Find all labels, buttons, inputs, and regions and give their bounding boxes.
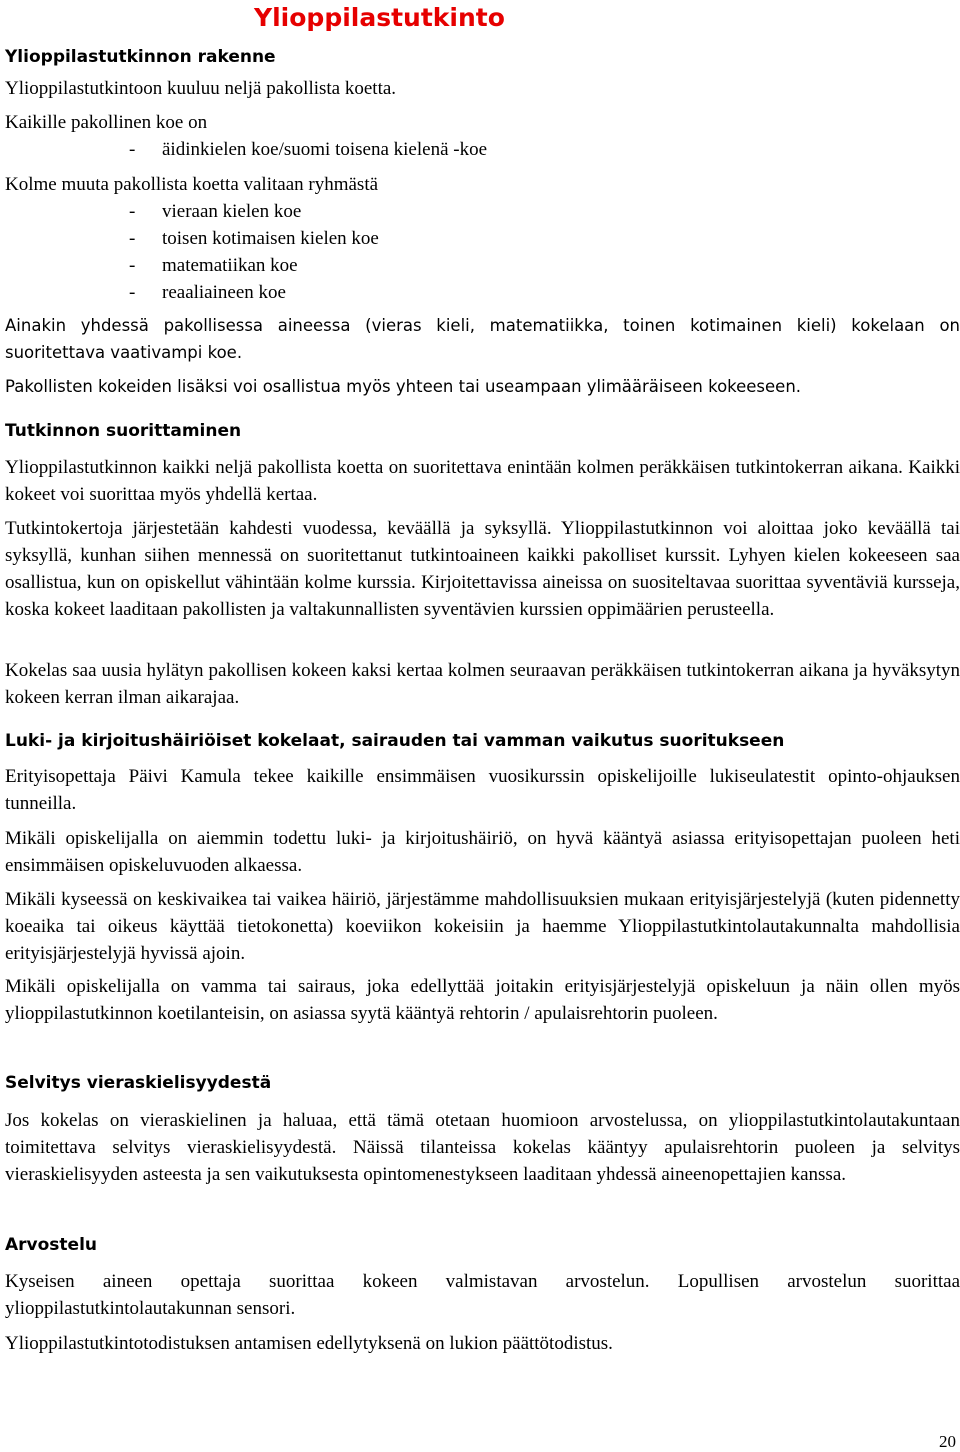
paragraph: Kokelas saa uusia hylätyn pakollisen kokeen kaksi kertaa kolmen seuraavan peräkkäisen tutkintokerran aikana ja hyväksytyn kokeen kerran ilman aikarajaa.: [5, 660, 960, 708]
page-number: 20: [939, 1432, 956, 1451]
section-heading-luki: Luki- ja kirjoitushäiriöiset kokelaat, sairauden tai vamman vaikutus suoritukseen: [5, 731, 785, 751]
paragraph: Tutkintokertoja järjestetään kahdesti vuodessa, keväällä ja syksyllä. Ylioppilastutkinnon voi aloittaa joko keväällä tai syksyllä, kunhan siihen mennessä on suoritettanut tutkintoaineen kaikki pakolliset kurssit. Lyhyen kielen kokeeseen saa osallistua, kun on opiskellut vähintään kolme kurssia. Kirjoitettavissa aineissa on suositeltavaa suorittaa syventäviä kursseja, koska kokeet laaditaan pakollisten ja valtakunnallisten syventävien kurssien oppimäärien perusteella.: [5, 518, 960, 620]
paragraph: Mikäli kyseessä on keskivaikea tai vaikea häiriö, järjestämme mahdollisuuksien mukaan erityisjärjestelyjä (kuten pidennetty koeaika tai oikeus käyttää tietokonetta) koeviikon kokeisiin ja haemme Ylioppilastutkintolautakunnalta mahdollisia erityisjärjestelyjä hyvissä ajoin.: [5, 889, 960, 964]
paragraph: Erityisopettaja Päivi Kamula tekee kaikille ensimmäisen vuosikurssin opiskelijoille lukiseulatestit opinto-ohjauksen tunneilla.: [5, 766, 960, 814]
paragraph: Mikäli opiskelijalla on vamma tai sairaus, joka edellyttää joitakin erityisjärjestelyjä opiskeluun ja näin ollen myös ylioppilastutkinnon koetilanteisin, on asiassa syytä kääntyä rehtorin / apulaisrehtorin puoleen.: [5, 976, 960, 1024]
paragraph-advanced-note: Ainakin yhdessä pakollisessa aineessa (vieras kieli, matematiikka, toinen kotimainen kieli) kokelaan on suoritettava vaativampi koe.: [5, 316, 960, 362]
page-title: Ylioppilastutkinto: [254, 3, 505, 32]
paragraph-extra-note: Pakollisten kokeiden lisäksi voi osallistua myös yhteen tai useampaan ylimääräiseen kokeeseen.: [5, 377, 802, 396]
paragraph: Kyseisen aineen opettaja suorittaa kokeen valmistavan arvostelun. Lopullisen arvostelun suorittaa ylioppilastutkintolautakunnan sensori.: [5, 1271, 960, 1319]
paragraph: Ylioppilastutkintotodistuksen antamisen edellytyksenä on lukion päättötodistus.: [5, 1333, 613, 1354]
paragraph-intro: Ylioppilastutkintoon kuuluu neljä pakollista koetta.: [5, 78, 397, 99]
paragraph: Ylioppilastutkinnon kaikki neljä pakollista koetta on suoritettava enintään kolmen peräkkäisen tutkintokerran aikana. Kaikki kokeet voi suorittaa myös yhdellä kertaa.: [5, 457, 960, 505]
section-heading-rakenne: Ylioppilastutkinnon rakenne: [5, 47, 276, 67]
paragraph: Mikäli opiskelijalla on aiemmin todettu luki- ja kirjoitushäiriö, on hyvä kääntyä asiassa erityisopettajan puoleen heti ensimmäisen opiskeluvuoden alkaessa.: [5, 828, 960, 876]
section-heading-arvostelu: Arvostelu: [5, 1235, 98, 1255]
section-heading-suorittaminen: Tutkinnon suorittaminen: [5, 421, 242, 441]
section-heading-vieraskielisyys: Selvitys vieraskielisyydestä: [5, 1073, 272, 1093]
paragraph-choice-intro: Kolme muuta pakollista koetta valitaan ryhmästä: [5, 174, 379, 195]
list-item-text: vieraan kielen koe: [162, 201, 302, 222]
list-item-text: äidinkielen koe/suomi toisena kielenä -koe: [162, 139, 488, 160]
list-item-text: toisen kotimaisen kielen koe: [162, 228, 379, 249]
paragraph: Jos kokelas on vieraskielinen ja haluaa, että tämä otetaan huomioon arvostelussa, on ylioppilastutkintolautakuntaan toimitettava selvitys vieraskielisyydestä. Näissä tilanteissa kokelas kääntyy apulaisrehtorin puoleen ja selvitys vieraskielisyyden asteesta ja sen vaikutuksesta opintomenestykseen laaditaan yhdessä aineenopettajien kanssa.: [5, 1110, 960, 1185]
paragraph-mandatory-intro: Kaikille pakollinen koe on: [5, 112, 208, 133]
list-item-text: reaaliaineen koe: [162, 282, 286, 303]
list-item-text: matematiikan koe: [162, 255, 298, 276]
